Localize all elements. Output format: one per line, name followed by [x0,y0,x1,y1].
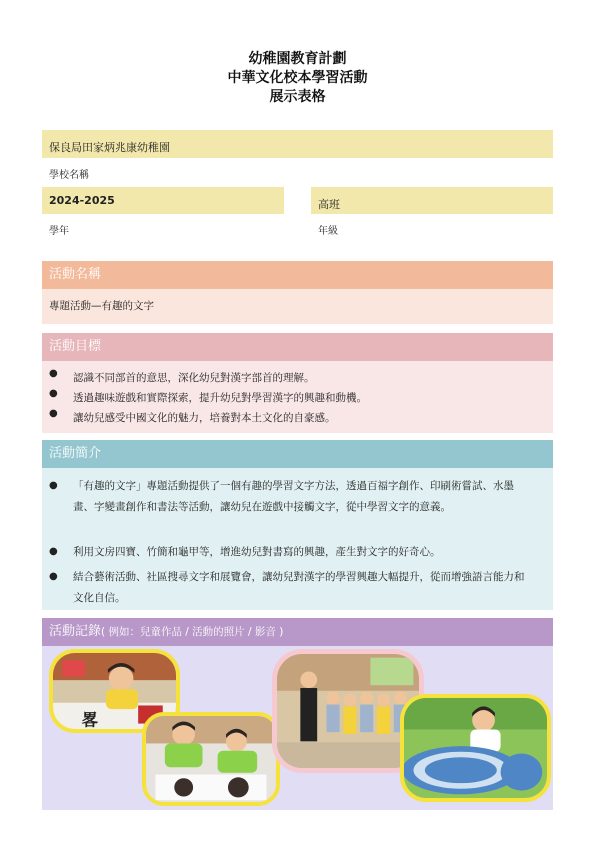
year-label: 學年 [49,226,69,237]
objectives-heading: 活動目標 [42,333,553,361]
bullet-icon: ● [49,408,58,419]
svg-text:畧: 畧 [81,710,99,729]
activity-name-value: 專題活動—有趣的文字 [49,300,154,312]
records-heading-label: 活動記錄 [49,624,102,639]
intro-box [42,468,553,610]
objective-text: 透過趣味遊戲和實際探索，提升幼兒對學習漢字的興趣和動機。 [73,392,367,404]
activity-name-heading: 活動名稱 [42,261,553,289]
bullet-icon: ● [49,546,58,557]
class-group-image [277,654,419,768]
document-title [0,50,595,107]
grade-value: 高班 [318,198,340,211]
school-name-label: 學校名稱 [49,170,89,181]
bullet-icon: ● [49,571,58,582]
bullet-icon: ● [49,388,58,399]
activity-name-box[interactable] [42,289,553,324]
title-line-1: 幼稚園教育計劃 [248,51,347,67]
children-drawing-image [146,716,276,802]
year-field[interactable] [42,187,284,214]
intro-text: 「有趣的文字」專題活動提供了一個有趣的學習文字方法，透過百福字創作、印刷術嘗試、水墨畫、字變畫創作和書法等活動，讓幼兒在遊戲中接觸文字，從中學習文字的意義。 [73,480,514,513]
school-name-field[interactable] [42,130,553,158]
children-drawing-photo[interactable] [142,712,280,806]
child-writing-photo[interactable] [400,694,551,802]
title-line-3: 展示表格 [269,89,326,105]
records-heading [42,618,553,646]
records-note: ( 例如：兒童作品 / 活動的照片 / 影音 ) [101,626,284,638]
objective-text: 讓幼兒感受中國文化的魅力，培養對本土文化的自豪感。 [73,412,336,424]
grade-field[interactable] [311,187,553,214]
child-writing-image [404,698,547,798]
school-name-value: 保良局田家炳兆康幼稚園 [49,141,170,154]
year-value: 2024-2025 [49,194,115,207]
title-line-2: 中華文化校本學習活動 [227,70,368,86]
intro-heading: 活動簡介 [42,440,553,468]
intro-text: 結合藝術活動、社區搜尋文字和展覽會，讓幼兒對漢字的學習興趣大幅提升，從而增強語言能力和文化自信。 [73,571,525,604]
bullet-icon: ● [49,368,58,379]
objectives-box [42,361,553,433]
objective-text: 認識不同部首的意思，深化幼兒對漢字部首的理解。 [73,372,315,384]
bullet-icon: ● [49,480,58,491]
intro-text: 利用文房四寶、竹簡和龜甲等，增進幼兒對書寫的興趣，產生對文字的好奇心。 [73,546,441,558]
grade-label: 年級 [318,226,338,237]
